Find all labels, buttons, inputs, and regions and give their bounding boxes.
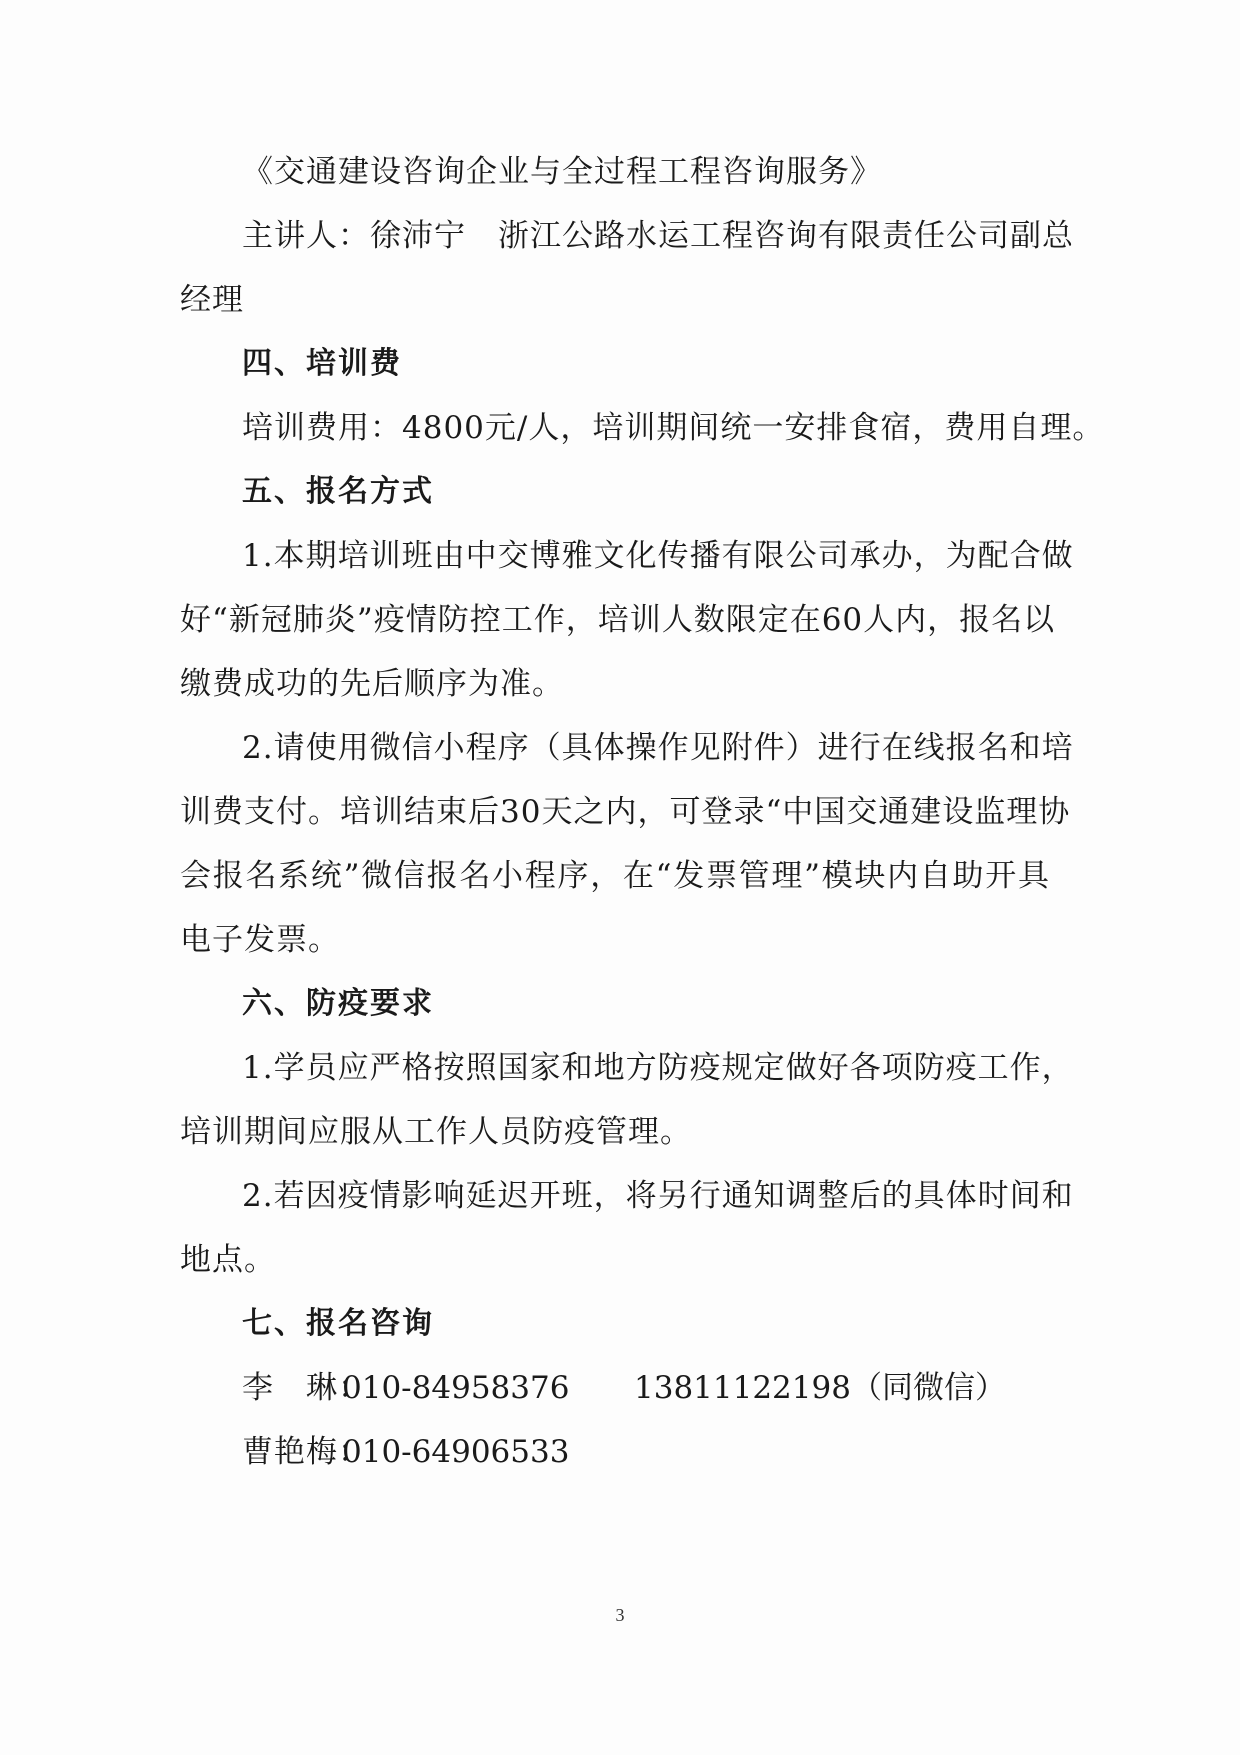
contact-row [180,1356,1050,1420]
registration-item-2-cont: 训费支付。培训结束后30天之内，可登录“中国交通建设监理协 [180,794,1071,830]
contact-phone: 010-84958376 [342,1370,570,1406]
fee-paragraph: 培训费用：4800元/人，培训期间统一安排食宿，费用自理。 [242,410,1105,446]
lecture-title: 《交通建设咨询企业与全过程工程咨询服务》 [242,154,882,190]
registration-item-2-end: 电子发票。 [180,922,340,958]
section-5-heading: 五、报名方式 [242,474,434,509]
contact-mobile: 13811122198（同微信） [634,1370,1006,1406]
section-6-heading: 六、防疫要求 [242,986,434,1021]
registration-item-1-cont: 好“新冠肺炎”疫情防控工作，培训人数限定在60人内，报名以 [180,602,1056,638]
page-content [180,140,1105,1484]
registration-item-1: 1.本期培训班由中交博雅文化传播有限公司承办，为配合做 [242,538,1074,574]
contact-name: 李 琳： [242,1370,370,1406]
epidemic-item-1: 1.学员应严格按照国家和地方防疫规定做好各项防疫工作， [242,1050,1074,1086]
lecture-speaker-line-cont: 经理 [180,282,244,318]
contact-phone: 010-64906533 [342,1434,570,1470]
registration-item-2: 2.请使用微信小程序（具体操作见附件）进行在线报名和培 [242,730,1074,766]
contact-name: 曹艳梅： [242,1434,370,1470]
section-4-heading: 四、培训费 [242,346,402,381]
section-7-heading: 七、报名咨询 [242,1306,434,1341]
registration-item-1-end: 缴费成功的先后顺序为准。 [180,666,564,702]
registration-item-2-cont: 会报名系统”微信报名小程序，在“发票管理”模块内自助开具 [180,858,1050,894]
contact-row [180,1420,1050,1484]
epidemic-item-1-cont: 培训期间应服从工作人员防疫管理。 [180,1114,692,1150]
page-number: 3 [615,1605,625,1625]
lecture-speaker-line: 主讲人：徐沛宁 浙江公路水运工程咨询有限责任公司副总 [242,218,1074,254]
epidemic-item-2: 2.若因疫情影响延迟开班，将另行通知调整后的具体时间和 [242,1178,1074,1214]
epidemic-item-2-cont: 地点。 [180,1242,276,1278]
